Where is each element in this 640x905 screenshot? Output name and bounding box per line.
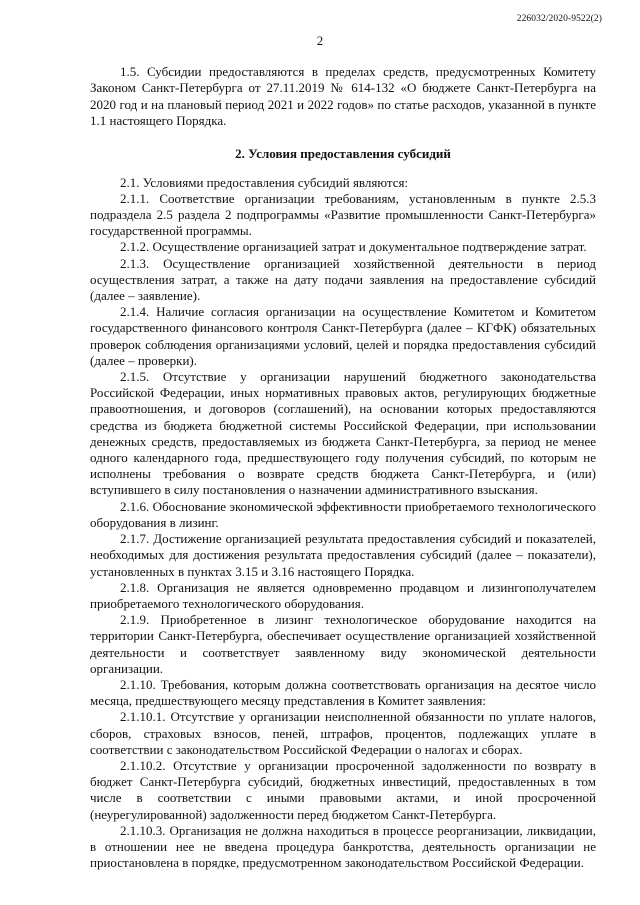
paragraph-2-1-4: 2.1.4. Наличие согласия организации на осуществление Комитетом и Комитетом государственного финансового контроля Санкт-Петербурга (далее – КГФК) обязательных проверок соблюдения организациями условий, целей и порядка предоставления субсидий (далее – проверки). (90, 304, 596, 368)
paragraph-2-1-10-2: 2.1.10.2. Отсутствие у организации просроченной задолженности по возврату в бюджет Санкт-Петербурга субсидий, бюджетных инвестиций, предоставленных в том числе в соответствии с иными правовыми актами, и иной просроченной (неурегулированной) задолженности перед бюджетом Санкт-Петербурга. (90, 757, 596, 822)
paragraph-2-1-5: 2.1.5. Отсутствие у организации нарушений бюджетного законодательства Российской Федерации, иных нормативных правовых актов, регулирующих бюджетные правоотношения, и договоров (соглашений), на основании которых предоставляются средства из бюджета бюджетной системы Российской Федерации, при использовании денежных средств, предоставляемых из бюджета Санкт-Петербурга, за период не менее одного календарного года, предшествующего году получения субсидий, по которым не исполнены требования о возврате средств бюджета Санкт-Петербурга, и (или) вступившего в силу постановления о назначении административного взыскания. (90, 369, 596, 498)
section-2-heading: 2. Условия предоставления субсидий (235, 145, 451, 161)
document-body (90, 64, 596, 871)
paragraph-2-1-10: 2.1.10. Требования, которым должна соответствовать организация на десятое число месяца, предшествующего месяцу представления в Комитет заявления: (90, 676, 596, 709)
paragraph-2-1-1: 2.1.1. Соответствие организации требованиям, установленным в пункте 2.5.3 подраздела 2.5 раздела 2 подпрограммы «Развитие промышленности Санкт-Петербурга» государственной программы. (90, 190, 596, 239)
paragraph-1-5: 1.5. Субсидии предоставляются в пределах средств, предусмотренных Комитету Законом Санкт-Петербурга от 27.11.2019 № 614-132 «О бюджете Санкт-Петербурга на 2020 год и на плановый период 2021 и 2022 годов» по статье расходов, указанной в пункте 1.1 настоящего Порядка. (90, 64, 596, 129)
page-number: 2 (316, 33, 324, 48)
paragraph-2-1-10-3: 2.1.10.3. Организация не должна находиться в процессе реорганизации, ликвидации, в отношении нее не введена процедура банкротства, деятельность организации не приостановлена в порядке, предусмотренном законодательством Российской Федерации. (90, 822, 596, 871)
paragraph-2-1-3: 2.1.3. Осуществление организацией хозяйственной деятельности в период осуществления затрат, а также на дату подачи заявления на предоставление субсидий (далее – заявление). (90, 255, 596, 304)
paragraph-2-1-10-1: 2.1.10.1. Отсутствие у организации неисполненной обязанности по уплате налогов, сборов, страховых взносов, пеней, штрафов, процентов, подлежащих уплате в соответствии с законодательством Российской Федерации о налогах и сборах. (90, 709, 596, 757)
document-registration-number: 226032/2020-9522(2) (516, 14, 602, 24)
paragraph-2-1-2: 2.1.2. Осуществление организацией затрат и документальное подтверждение затрат. (120, 239, 587, 255)
paragraph-2-1-7: 2.1.7. Достижение организацией результата предоставления субсидий и показателей, необходимых для достижения результата предоставления субсидий (далее – показатели), установленных в пунктах 3.15 и 3.16 настоящего Порядка. (90, 531, 596, 579)
paragraph-2-1-6: 2.1.6. Обоснование экономической эффективности приобретаемого технологического оборудования в лизинг. (90, 498, 596, 530)
paragraph-2-1-9: 2.1.9. Приобретенное в лизинг технологическое оборудование находится на территории Санкт-Петербурга, обеспечивает осуществление организацией хозяйственной деятельности и соответствует заявленному виду экономической деятельности организации. (90, 612, 596, 676)
paragraph-2-1: 2.1. Условиями предоставления субсидий являются: (120, 174, 409, 190)
paragraph-2-1-8: 2.1.8. Организация не является одновременно продавцом и лизингополучателем приобретаемого технологического оборудования. (90, 579, 596, 611)
